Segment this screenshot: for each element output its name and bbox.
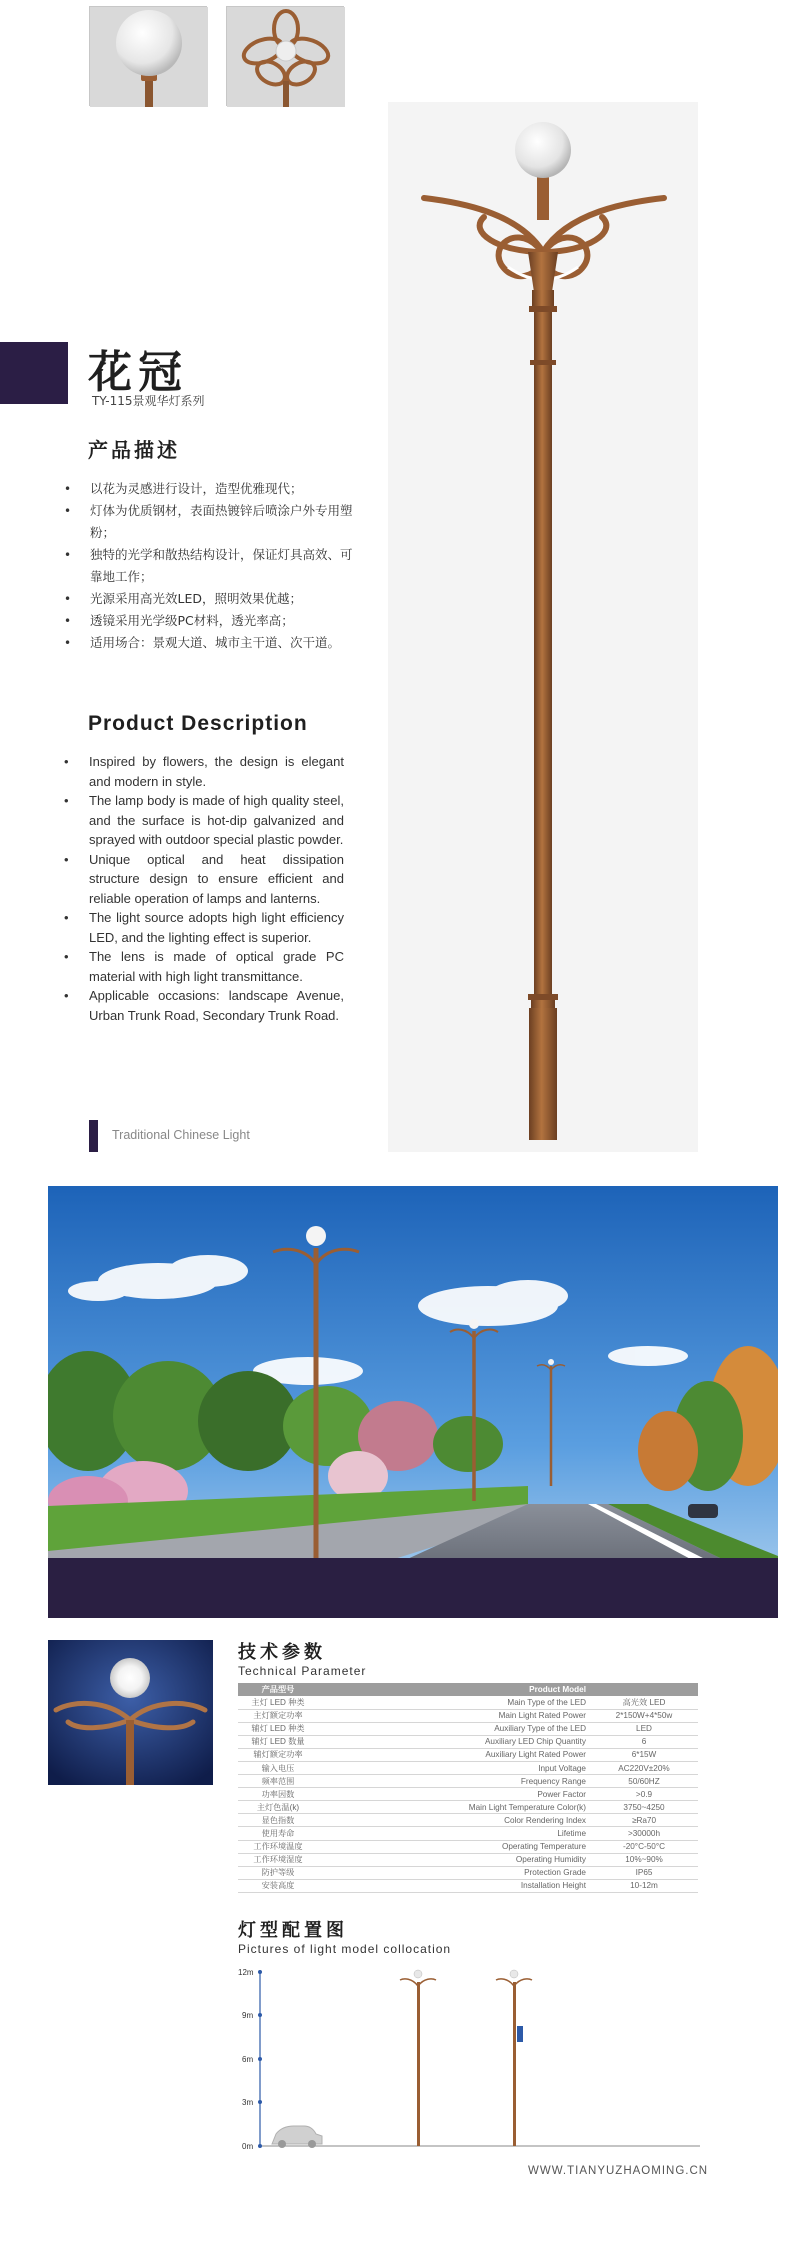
table-cell: 辅灯 LED 种类 [238, 1722, 318, 1735]
table-cell: 工作环境温度 [238, 1840, 318, 1853]
table-cell: 防护等级 [238, 1866, 318, 1879]
globe-lamp-image [90, 7, 208, 107]
table-cell: 10%~90% [590, 1853, 698, 1866]
y-tick-label: 12m [238, 1968, 254, 1977]
description-heading-en: Product Description [88, 712, 308, 735]
table-cell: Lifetime [318, 1827, 590, 1840]
table-cell: 50/60HZ [590, 1775, 698, 1788]
table-cell: ≥Ra70 [590, 1814, 698, 1827]
table-cell: 6*15W [590, 1748, 698, 1761]
description-list-en [64, 752, 344, 1025]
lamp-night-illustration [48, 1640, 213, 1785]
website-url[interactable]: WWW.TIANYUZHAOMING.CN [528, 2165, 709, 2177]
scene-footer-bar [48, 1558, 778, 1618]
table-row [238, 1775, 698, 1788]
table-row [238, 1814, 698, 1827]
table-cell: 使用寿命 [238, 1827, 318, 1840]
table-cell: Main Type of the LED [318, 1696, 590, 1709]
flower-frame-image [227, 7, 345, 107]
table-row [238, 1840, 698, 1853]
list-item: • 适用场合：景观大道、城市主干道、次干道。 [64, 632, 364, 654]
table-row [238, 1866, 698, 1879]
table-cell: 3750~4250 [590, 1801, 698, 1814]
y-tick-label: 9m [242, 2011, 254, 2020]
table-cell: >30000h [590, 1827, 698, 1840]
list-item: • Inspired by flowers, the design is elegant and modern in style. [64, 752, 344, 791]
car-icon [272, 2126, 322, 2148]
list-item: • 光源采用高光效LED，照明效果优越； [64, 588, 364, 610]
y-tick-label: 0m [242, 2142, 254, 2151]
table-row [238, 1827, 698, 1840]
height-config-svg [230, 1962, 710, 2152]
tag-accent-bar [89, 1120, 98, 1152]
table-row [238, 1788, 698, 1801]
thumbnail-globe-lamp[interactable] [89, 6, 207, 106]
table-cell: 安装高度 [238, 1879, 318, 1892]
table-cell: 输入电压 [238, 1761, 318, 1774]
table-header-cell [590, 1683, 698, 1696]
table-row [238, 1801, 698, 1814]
table-cell: Main Light Temperature Color(k) [318, 1801, 590, 1814]
y-tick-label: 6m [242, 2055, 254, 2064]
lamp-pole-illustration [388, 102, 698, 1152]
y-tick-label: 3m [242, 2098, 254, 2107]
thumbnail-flower-frame[interactable] [226, 6, 344, 106]
config-title-cn: 灯型配置图 [238, 1920, 348, 1941]
params-title-cn: 技术参数 [238, 1642, 326, 1663]
product-series: TY-115景观华灯系列 [92, 394, 205, 408]
table-cell: 工作环境湿度 [238, 1853, 318, 1866]
lamp-model-12m [400, 1970, 436, 2146]
table-row [238, 1748, 698, 1761]
product-hero-panel [388, 102, 698, 1152]
lamp-model-with-banner [496, 1970, 532, 2146]
table-cell: -20°C-50°C [590, 1840, 698, 1853]
table-cell: IP65 [590, 1866, 698, 1879]
product-title: 花冠 [88, 347, 188, 398]
table-cell: 6 [590, 1735, 698, 1748]
table-cell: 显色指数 [238, 1814, 318, 1827]
table-cell: 主灯额定功率 [238, 1709, 318, 1722]
list-item: • The lamp body is made of high quality steel, and the surface is hot-dip galvanized and sprayed with outdoor special plastic powder. [64, 791, 344, 850]
table-row [238, 1735, 698, 1748]
table-row [238, 1761, 698, 1774]
list-item: • Unique optical and heat dissipation structure design to ensure efficient and reliable operation of lamps and lanterns. [64, 850, 344, 909]
table-cell: Operating Temperature [318, 1840, 590, 1853]
list-item: • 以花为灵感进行设计，造型优雅现代； [64, 478, 364, 500]
height-config-diagram [230, 1962, 710, 2152]
table-cell: 辅灯额定功率 [238, 1748, 318, 1761]
table-cell: 功率因数 [238, 1788, 318, 1801]
table-header-cell: 产品型号 [238, 1683, 318, 1696]
table-cell: AC220V±20% [590, 1761, 698, 1774]
table-cell: Power Factor [318, 1788, 590, 1801]
table-cell: Auxiliary LED Chip Quantity [318, 1735, 590, 1748]
table-cell: 主灯 LED 种类 [238, 1696, 318, 1709]
table-header-row [238, 1683, 698, 1696]
table-row [238, 1853, 698, 1866]
list-item: • The light source adopts high light efficiency LED, and the lighting effect is superior. [64, 908, 344, 947]
category-tag: Traditional Chinese Light [112, 1128, 250, 1142]
street-scene-image [48, 1186, 778, 1618]
list-item: • 透镜采用光学级PC材料，透光率高； [64, 610, 364, 632]
table-cell: LED [590, 1722, 698, 1735]
table-row [238, 1722, 698, 1735]
description-list-cn [64, 478, 364, 654]
table-cell: 频率范围 [238, 1775, 318, 1788]
description-heading-cn: 产品描述 [88, 438, 180, 462]
table-row [238, 1696, 698, 1709]
accent-block [0, 342, 68, 404]
list-item: • The lens is made of optical grade PC material with high light transmittance. [64, 947, 344, 986]
table-cell: Operating Humidity [318, 1853, 590, 1866]
config-title-en: Pictures of light model collocation [238, 1942, 452, 1956]
table-cell: >0.9 [590, 1788, 698, 1801]
table-cell: Installation Height [318, 1879, 590, 1892]
list-item: • 灯体为优质钢材，表面热镀锌后喷涂户外专用塑粉； [64, 500, 364, 544]
table-row [238, 1879, 698, 1892]
params-title-en: Technical Parameter [238, 1664, 367, 1678]
table-header-cell: Product Model [318, 1683, 590, 1696]
list-item: • 独特的光学和散热结构设计，保证灯具高效、可靠地工作； [64, 544, 364, 588]
table-cell: 10-12m [590, 1879, 698, 1892]
table-cell: 2*150W+4*50w [590, 1709, 698, 1722]
table-cell: Auxiliary Type of the LED [318, 1722, 590, 1735]
table-cell: Input Voltage [318, 1761, 590, 1774]
list-item: • Applicable occasions: landscape Avenue, Urban Trunk Road, Secondary Trunk Road. [64, 986, 344, 1025]
table-cell: 高光效 LED [590, 1696, 698, 1709]
lamp-night-photo [48, 1640, 213, 1785]
table-cell: 主灯色温(k) [238, 1801, 318, 1814]
technical-parameter-table [238, 1683, 698, 1893]
table-cell: Frequency Range [318, 1775, 590, 1788]
street-scene-illustration [48, 1186, 778, 1618]
table-cell: Main Light Rated Power [318, 1709, 590, 1722]
table-row [238, 1709, 698, 1722]
table-cell: Color Rendering Index [318, 1814, 590, 1827]
table-cell: Auxiliary Light Rated Power [318, 1748, 590, 1761]
table-cell: Protection Grade [318, 1866, 590, 1879]
table-cell: 辅灯 LED 数量 [238, 1735, 318, 1748]
